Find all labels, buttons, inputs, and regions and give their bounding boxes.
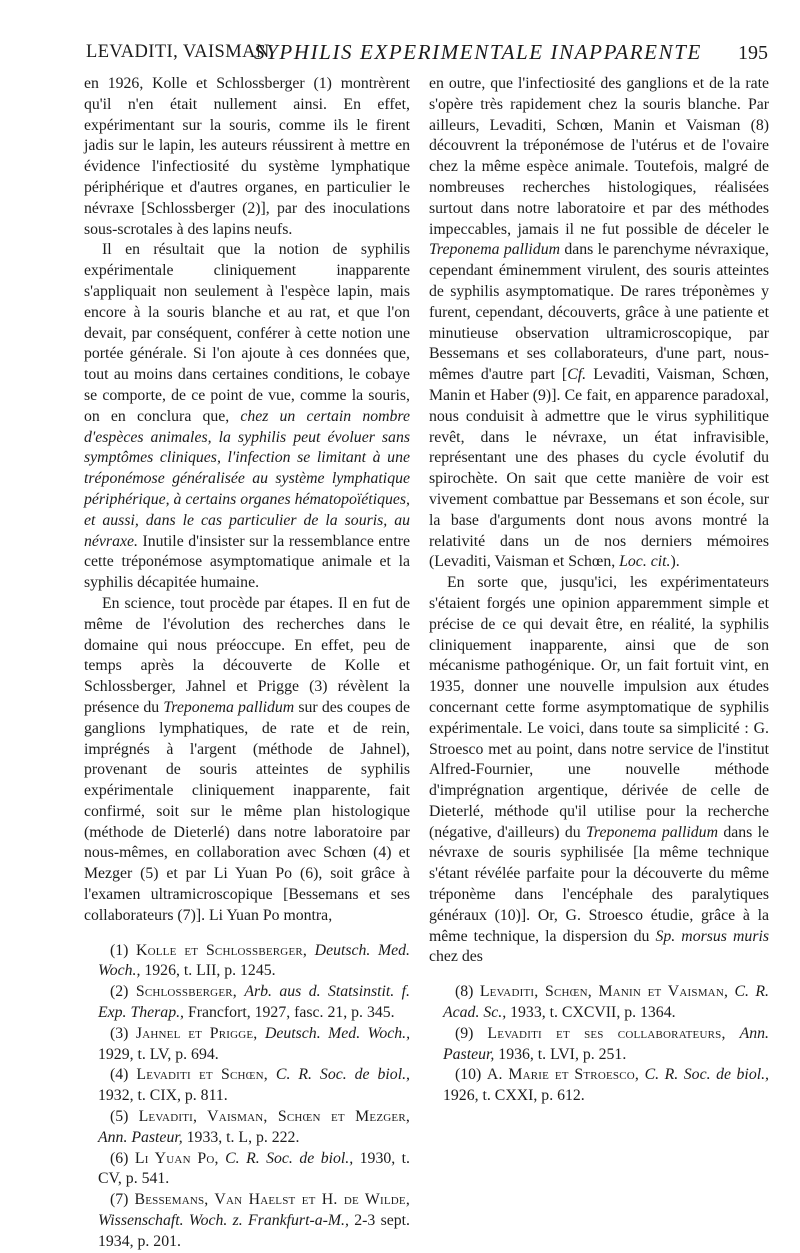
paragraph: En sorte que, jusqu'ici, les expérimentateurs s'étaient forgés une opinion apparemment simple et précise de ce qui devait être, en réalité, la syphilis cliniquement inapparente, ainsi que de son mécanisme pathogénique. Or, un fait fortuit vint, en 1935, donner une nouvelle impulsion aux études concernant cette forme asymptomatique de syphilis expérimentale. Le voici, dans toute sa simplicité : G. Stroesco met au point, dans notre service de l'institut Alfred-Fournier, une nouvelle méthode d'imprégnation argentique, dérivée de celle de Dieterlé, méthode qu'il utilise pour la recherche (négative, d'ailleurs) du Treponema pallidum dans le névraxe de souris syphilisée [la même technique s'étant révélée parfaite pour la découverte du même tréponème dans l'encéphale des paralytiques généraux (10)]. Or, G. Stroesco étudie, grâce à la même technique, la dispersion du Sp. morsus muris chez des (429, 574, 770, 966)
footnote: (2) Schlossberger, Arb. aus d. Statsinstit. f. Exp. Therap., Francfort, 1927, fasc. 21, p. 345. (98, 983, 410, 1022)
citation-loc: Loc. cit. (619, 553, 671, 571)
left-column (84, 74, 410, 1253)
footnote: (7) Bessemans, Van Haelst et H. de Wilde, Wissenschaft. Woch. z. Frankfurt-a-M., 2-3 sept. 1934, p. 201. (98, 1191, 411, 1250)
header-title: SYPHILIS EXPERIMENTALE INAPPARENTE (254, 40, 702, 64)
footnote: (9) Levaditi et ses collaborateurs, Ann. Pasteur, 1936, t. LVI, p. 251. (443, 1024, 770, 1063)
species-name: Treponema pallidum (429, 241, 560, 259)
page-number: 195 (738, 42, 768, 64)
footnote: (1) Kolle et Schlossberger, Deutsch. Med. Woch., 1926, t. LII, p. 1245. (98, 941, 410, 980)
footnote: (8) Levaditi, Schœn, Manin et Vaisman, C. R. Acad. Sc., 1933, t. CXCVII, p. 1364. (443, 983, 769, 1022)
footnote: (4) Levaditi et Schœn, C. R. Soc. de biol., 1932, t. CIX, p. 811. (98, 1066, 410, 1105)
footnote: (6) Li Yuan Po, C. R. Soc. de biol., 1930, t. CV, p. 541. (98, 1149, 410, 1188)
footnote: (5) Levaditi, Vaisman, Schœn et Mezger, Ann. Pasteur, 1933, t. L, p. 222. (98, 1108, 411, 1146)
right-column (429, 74, 769, 1107)
header-authors: LEVADITI, VAISMAN. (86, 42, 275, 62)
footnote: (3) Jahnel et Prigge, Deutsch. Med. Woch., 1929, t. LV, p. 694. (98, 1024, 411, 1063)
species-name: Sp. morsus muris (655, 927, 769, 945)
paragraph: en 1926, Kolle et Schlossberger (1) montrèrent qu'il n'en était nullement ainsi. En effet, expérimentant sur la souris, comme ils le firent jadis sur le lapin, les auteurs réussirent à mettre en évidence l'infectiosité du système lymphatique périphérique et d'autres organes, en particulier le névraxe [Schlossberger (2)], par des inoculations sous-scrotales à des lapins neufs. (84, 75, 410, 238)
citation-cf: Cf. (567, 366, 587, 384)
species-name: Treponema pallidum (163, 698, 295, 716)
footnotes-right (429, 982, 769, 1107)
species-name: Treponema pallidum (586, 823, 718, 841)
footnotes-left (84, 941, 410, 1253)
footnote: (10) A. Marie et Stroesco, C. R. Soc. de biol., 1926, t. CXXI, p. 612. (443, 1066, 769, 1105)
emphasis: chez un certain nombre d'espèces animales, la syphilis peut évoluer sans symptômes cliniques, l'infection se limitant à une tréponémose généralisée au système lymphatique périphérique, à certains organes hématopoïétiques, et aussi, dans le cas particulier de la souris, au névraxe. (84, 407, 410, 550)
paragraph: en outre, que l'infectiosité des ganglions et de la rate s'opère très rapidement chez la souris blanche. Par ailleurs, Levaditi, Schœn, Manin et Vaisman (8) découvrent la tréponémose de l'utérus et de l'ovaire chez la même espèce animale. Toutefois, malgré de nombreuses recherches histologiques, réalisées surtout dans notre laboratoire et par des méthodes impeccables, jamais il ne fut possible de déceler le Treponema pallidum dans le parenchyme névraxique, cependant éminemment virulent, des souris atteintes de syphilis asymptomatique. De rares tréponèmes y furent, cependant, découverts, grâce à une patiente et minutieuse observation ultramicroscopique, par Bessemans et ses collaborateurs, d'une part, nous-mêmes d'autre part [Cf. Levaditi, Vaisman, Schœn, Manin et Haber (9)]. Ce fait, en apparence paradoxal, nous conduisit à admettre que le virus syphilitique revêt, dans le névraxe, un état infravisible, représentant une des phases du cycle évolutif du spirochète. On sait que cette manière de voir est vivement combattue par Bessemans et son école, sur la base d'arguments dont nous avons montré la relativité dans un de nos derniers mémoires (Levaditi, Vaisman et Schœn, Loc. cit.). (429, 75, 769, 571)
paragraph: En science, tout procède par étapes. Il en fut de même de l'évolution des recherches dans le domaine qui nous préoccupe. En effet, peu de temps après la découverte de Kolle et Schlossberger, Jahnel et Prigge (3) révèlent la présence du Treponema pallidum sur des coupes de ganglions lymphatiques, de rate et de rein, imprégnés à l'argent (méthode de Jahnel), provenant de souris atteintes de syphilis expérimentale cliniquement inapparente, fait confirmé, soit sur le même plan histologique (méthode de Dieterlé) dans notre laboratoire par nous-mêmes, en collaboration avec Schœn (4) et Mezger (5) et par Li Yuan Po (6), soit grâce à l'examen ultramicroscopique [Bessemans et ses collaborateurs (7)]. Li Yuan Po montra, (84, 594, 411, 924)
running-header (86, 40, 768, 70)
paragraph: Il en résultait que la notion de syphilis expérimentale cliniquement inapparente s'appliquait non seulement à l'espèce lapin, mais encore à la souris blanche et au rat, et que l'on devait, par conséquent, conférer à cette notion une portée générale. Si l'on ajoute à ces données que, tout au moins dans certaines conditions, le cobaye se comporte, de ce point de vue, comme la souris, on en conclura que, chez un certain nombre d'espèces animales, la syphilis peut évoluer sans symptômes cliniques, l'infection se limitant à une tréponémose généralisée au système lymphatique périphérique, à certains organes hématopoïétiques, et aussi, dans le cas particulier de la souris, au névraxe. Inutile d'insister sur la ressemblance entre cette tréponémose asymptomatique animale et la syphilis décapitée humaine. (84, 241, 410, 592)
